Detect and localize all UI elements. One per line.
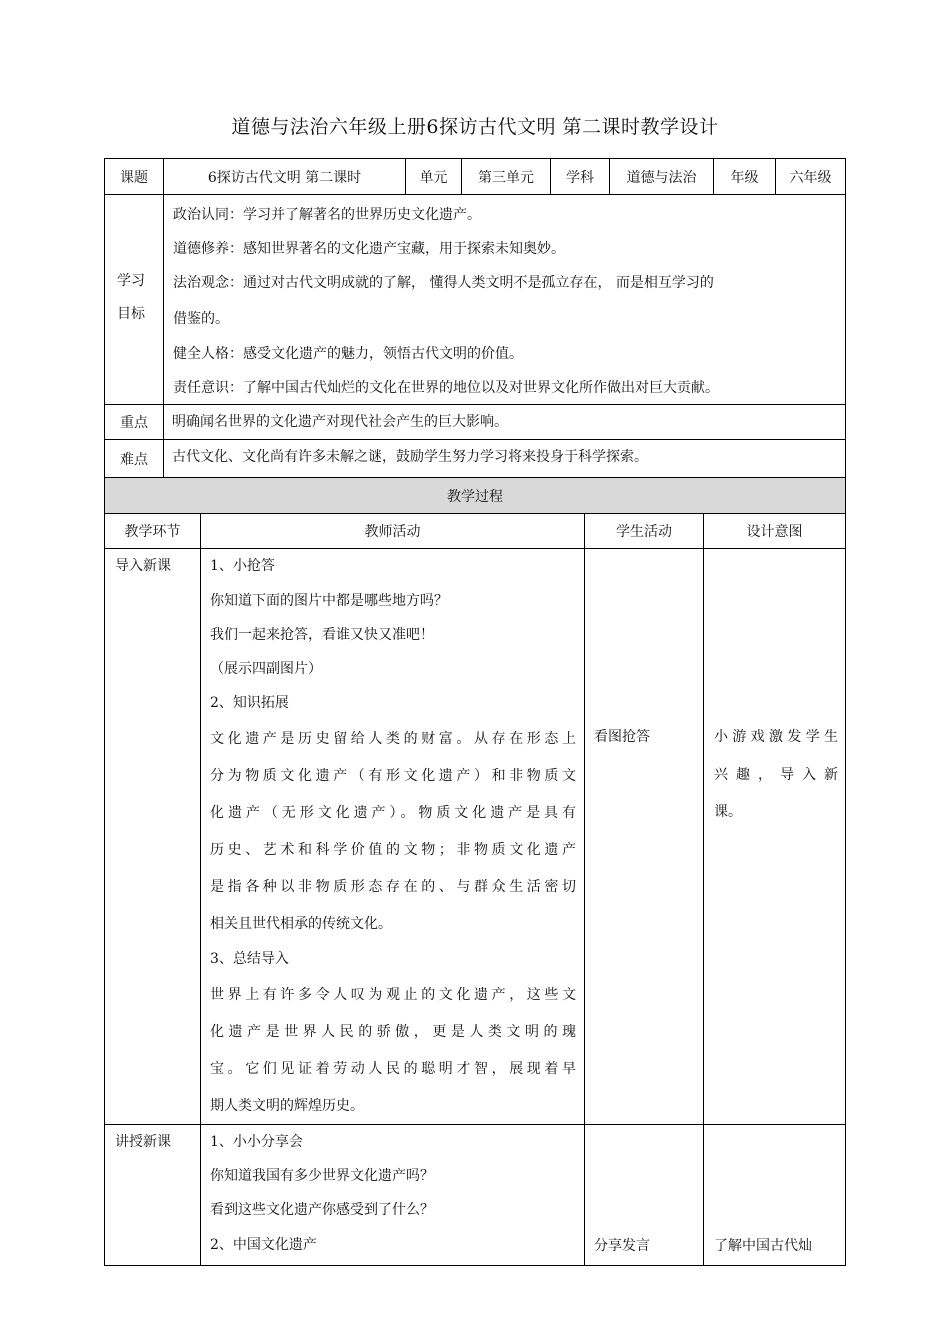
section1-student-cell — [584, 548, 704, 1125]
teacher-line: 化遗产（无形文化遗产）。物质文化遗产是具有 — [210, 805, 576, 821]
objectives-label-cell — [104, 194, 164, 405]
key-point-text: 明确闻名世界的文化遗产对现代社会产生的巨大影响。 — [163, 404, 846, 440]
teacher-line: 2、中国文化遗产 — [210, 1237, 317, 1253]
objective-line: 法治观念：通过对古代文明成就的了解， 懂得人类文明不是孤立存在， 而是相互学习的 — [173, 275, 714, 291]
section2-teacher-cell — [200, 1124, 585, 1266]
teacher-line: 2、知识拓展 — [210, 695, 289, 711]
objective-line: 责任意识：了解中国古代灿烂的文化在世界的地位以及对世界文化所作做出对巨大贡献。 — [173, 380, 719, 396]
teacher-line: 历史、艺术和科学价值的文物；非物质文化遗产 — [210, 842, 576, 858]
objectives-label-1: 学习 — [117, 273, 145, 289]
teacher-line: 宝。它们见证着劳动人民的聪明才智，展现着早 — [210, 1061, 576, 1077]
teacher-line: 3、总结导入 — [210, 951, 289, 967]
teacher-line: 是指各种以非物质形态存在的、与群众生活密切 — [210, 879, 576, 895]
section2-intent-cell — [703, 1124, 846, 1266]
section1-intent-cell — [703, 548, 846, 1125]
section1-teacher-cell — [200, 548, 585, 1125]
objective-line: 政治认同：学习并了解著名的世界历史文化遗产。 — [173, 207, 481, 223]
teacher-line: 看到这些文化遗产你感受到了什么？ — [210, 1202, 434, 1218]
section2-stage: 讲授新课 — [115, 1134, 171, 1150]
unit-label: 单元 — [405, 158, 462, 195]
difficulty-label: 难点 — [104, 439, 164, 478]
teacher-line: 1、小抢答 — [210, 558, 275, 574]
topic-label: 课题 — [104, 158, 164, 195]
grade-label: 年级 — [713, 158, 776, 195]
intent-line: 小游戏激发学生 — [714, 729, 838, 745]
teacher-line: 世界上有许多令人叹为观止的文化遗产，这些文 — [210, 987, 576, 1003]
unit-value: 第三单元 — [461, 158, 551, 195]
intent-line: 兴趣，导入新 — [714, 767, 838, 783]
objective-line: 借鉴的。 — [173, 311, 229, 327]
difficulty-text: 古代文化、文化尚有许多未解之谜，鼓励学生努力学习将来投身于科学探索。 — [163, 439, 846, 478]
section2-stage-cell — [104, 1124, 201, 1266]
section2-student: 分享发言 — [594, 1238, 650, 1254]
objective-line: 道德修养：感知世界著名的文化遗产宝藏，用于探索未知奥妙。 — [173, 241, 565, 257]
teacher-line: （展示四副图片） — [210, 661, 322, 677]
column-student: 学生活动 — [584, 513, 704, 549]
subject-value: 道德与法治 — [609, 158, 714, 195]
section1-stage: 导入新课 — [115, 558, 171, 574]
column-stage: 教学环节 — [104, 513, 201, 549]
section1-stage-cell — [104, 548, 201, 1125]
teacher-line: 文化遗产是历史留给人类的财富。从存在形态上 — [210, 731, 576, 747]
teacher-line: 你知道下面的图片中都是哪些地方吗？ — [210, 593, 448, 609]
document-title: 道德与法治六年级上册6探访古代文明 第二课时教学设计 — [231, 116, 719, 138]
teacher-line: 我们一起来抢答，看谁又快又准吧！ — [210, 627, 434, 643]
subject-label: 学科 — [550, 158, 610, 195]
teacher-line: 分为物质文化遗产（有形文化遗产）和非物质文 — [210, 768, 576, 784]
teacher-line: 1、小小分享会 — [210, 1134, 303, 1150]
topic-value: 6探访古代文明 第二课时 — [163, 158, 406, 195]
teacher-line: 相关且世代相承的传统文化。 — [210, 916, 392, 932]
teacher-line: 化遗产是世界人民的骄傲，更是人类文明的瑰 — [210, 1024, 576, 1040]
section2-student-cell — [584, 1124, 704, 1266]
objectives-label-2: 目标 — [117, 306, 145, 322]
objectives-cell — [163, 194, 846, 405]
grade-value: 六年级 — [775, 158, 846, 195]
section2-intent: 了解中国古代灿 — [714, 1238, 812, 1254]
objective-line: 健全人格：感受文化遗产的魅力，领悟古代文明的价值。 — [173, 346, 523, 362]
teacher-line: 你知道我国有多少世界文化遗产吗？ — [210, 1168, 434, 1184]
process-header: 教学过程 — [104, 477, 846, 514]
column-teacher: 教师活动 — [200, 513, 585, 549]
column-intent: 设计意图 — [703, 513, 846, 549]
intent-line: 课。 — [714, 804, 742, 820]
section1-student: 看图抢答 — [594, 729, 650, 745]
key-point-label: 重点 — [104, 404, 164, 440]
teacher-line: 期人类文明的辉煌历史。 — [210, 1098, 364, 1114]
